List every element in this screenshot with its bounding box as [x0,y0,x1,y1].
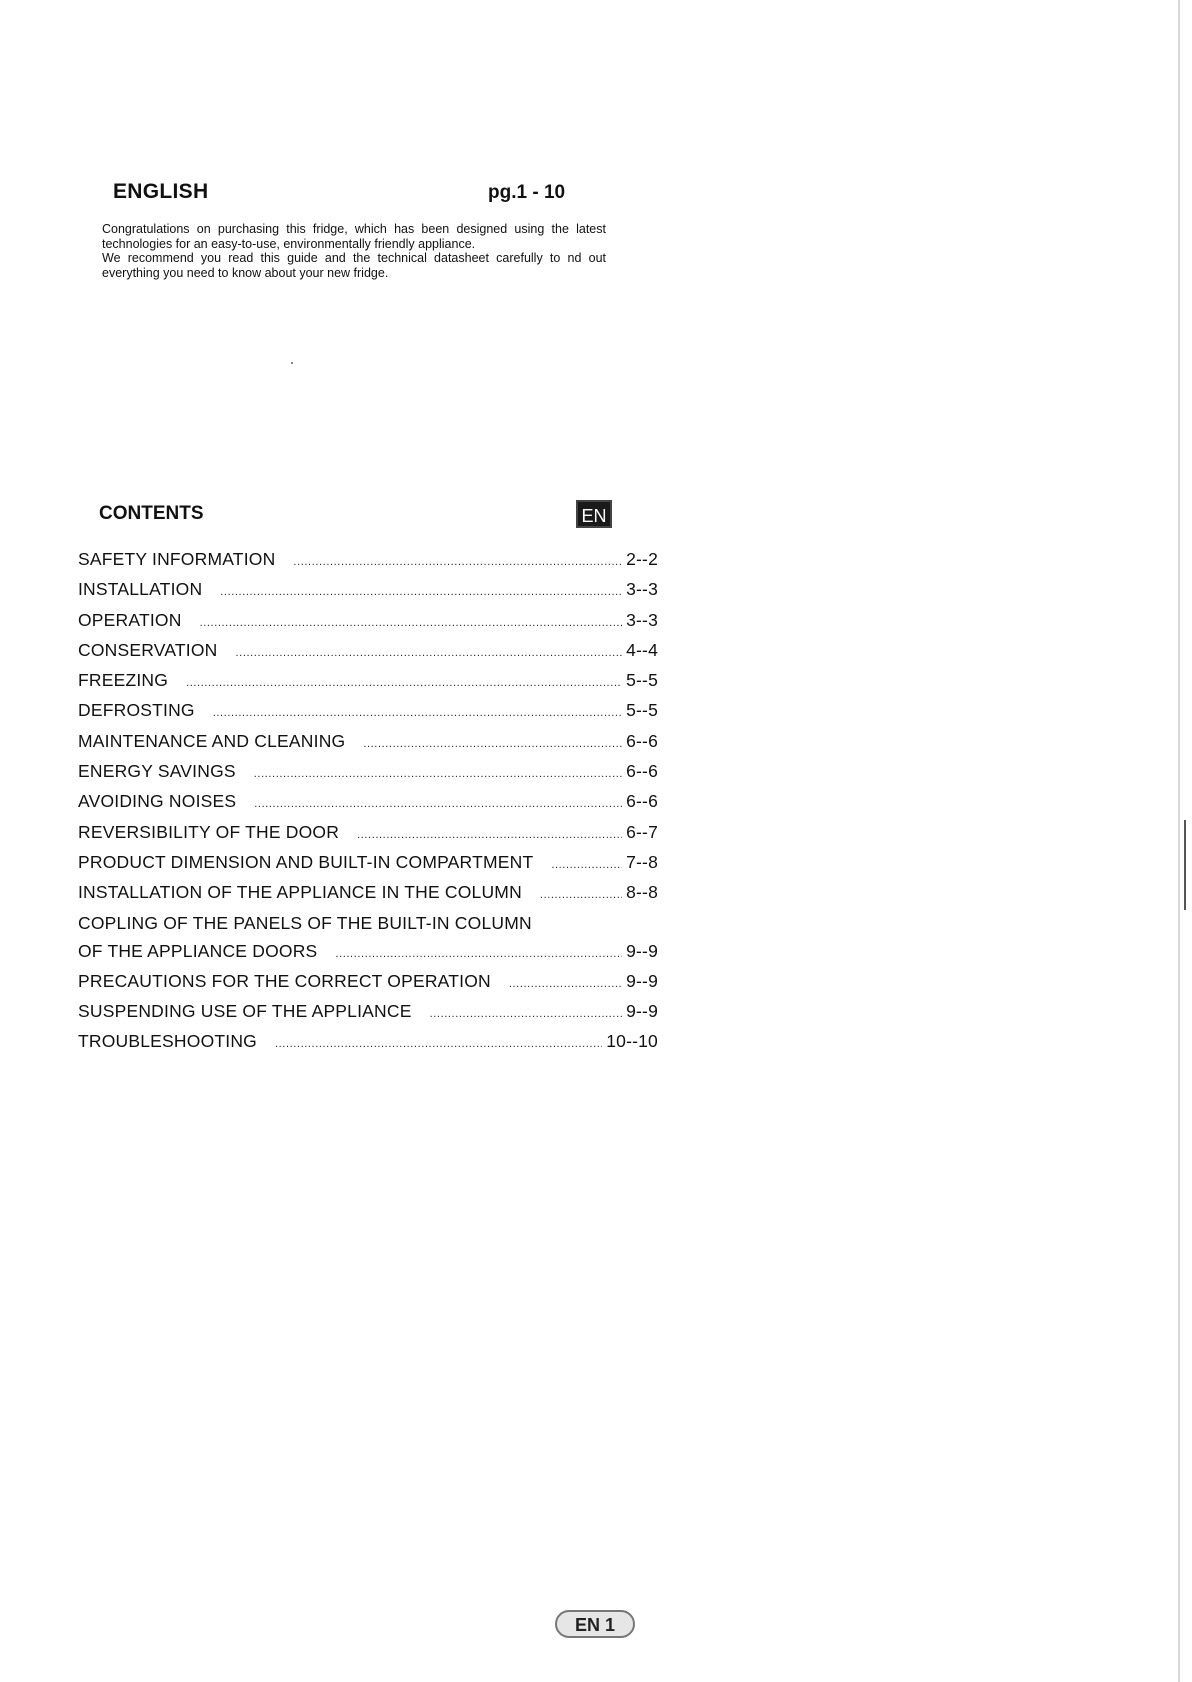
toc-dot-leader [293,556,622,568]
toc-dot-leader [254,798,622,810]
toc-dot-leader [363,738,622,750]
toc-entry-title: MAINTENANCE AND CLEANING [78,730,346,751]
page-edge-line [1178,0,1180,1682]
toc-entry[interactable] [78,913,658,941]
toc-entry-pages: 8--8 [626,882,658,903]
toc-entry-pages: 10--10 [606,1031,658,1052]
toc-entry-pages: 6--6 [626,730,658,751]
toc-entry-title: INSTALLATION OF THE APPLIANCE IN THE COLUMN [78,882,522,903]
toc-entry-title: AVOIDING NOISES [78,791,237,812]
toc-dot-leader [430,1008,622,1020]
toc-dot-leader [236,647,623,659]
contents-heading: CONTENTS [99,503,204,524]
toc-dot-leader [509,978,622,990]
toc-entry[interactable] [78,1001,658,1031]
toc-entry-title: FREEZING [78,670,169,691]
toc-entry[interactable] [78,670,658,700]
toc-entry-pages: 3--3 [626,579,658,600]
toc-entry-title: INSTALLATION [78,579,203,600]
language-badge: EN [576,500,612,528]
toc-entry-title: TROUBLESHOOTING [78,1031,257,1052]
toc-entry-title: OF THE APPLIANCE DOORS [78,940,318,961]
toc-entry-title: PRODUCT DIMENSION AND BUILT-IN COMPARTMENT [78,851,534,872]
toc-entry-pages: 7--8 [626,851,658,872]
toc-entry[interactable] [78,852,658,882]
toc-entry-pages: 3--3 [626,609,658,630]
toc-entry-title: PRECAUTIONS FOR THE CORRECT OPERATION [78,970,491,991]
toc-entry-title: DEFROSTING [78,700,195,721]
page-range: pg.1 - 10 [488,182,566,203]
toc-entry[interactable] [78,941,658,971]
table-of-contents [78,549,658,1062]
page-edge-mark [1184,820,1186,910]
intro-text [102,222,606,280]
toc-entry[interactable] [78,761,658,791]
toc-dot-leader [200,617,623,629]
toc-entry-pages: 5--5 [626,670,658,691]
toc-dot-leader [551,859,622,871]
page-number-badge: EN 1 [555,1610,635,1638]
toc-entry-pages: 6--7 [626,821,658,842]
toc-entry-title: SAFETY INFORMATION [78,549,276,569]
toc-entry[interactable] [78,610,658,640]
toc-entry-pages: 9--9 [626,970,658,991]
language-heading: ENGLISH [113,180,209,203]
toc-entry[interactable] [78,731,658,761]
toc-entry-title: OPERATION [78,609,182,630]
toc-entry[interactable] [78,640,658,670]
toc-dot-leader [357,829,622,841]
toc-dot-leader [254,768,622,780]
intro-paragraph-1: Congratulations on purchasing this fridge, which has been designed using the latest technologies for an easy-to-use, environmentally friendly appliance. [102,222,606,251]
toc-dot-leader [186,677,622,689]
toc-dot-leader [213,707,622,719]
toc-entry-pages: 5--5 [626,700,658,721]
toc-dot-leader [220,586,622,598]
toc-entry-pages: 6--6 [626,761,658,782]
intro-paragraph-2: We recommend you read this guide and the technical datasheet carefully to nd out everything you need to know about your new fridge. [102,251,606,280]
toc-entry-title: COPLING OF THE PANELS OF THE BUILT-IN COLUMN [78,912,532,933]
toc-entry[interactable] [78,791,658,821]
toc-entry-title: REVERSIBILITY OF THE DOOR [78,821,340,842]
toc-entry[interactable] [78,549,658,579]
toc-entry-title: ENERGY SAVINGS [78,761,236,782]
toc-entry[interactable] [78,822,658,852]
toc-entry-pages: 9--9 [626,940,658,961]
toc-dot-leader [335,948,622,960]
toc-entry-pages: 2--2 [626,549,658,569]
toc-entry[interactable] [78,1031,658,1061]
toc-entry[interactable] [78,971,658,1001]
toc-entry-pages: 4--4 [626,639,658,660]
toc-dot-leader [275,1038,602,1050]
toc-entry[interactable] [78,882,658,912]
toc-entry[interactable] [78,579,658,609]
toc-entry-pages: 6--6 [626,791,658,812]
scan-speck [291,362,293,364]
toc-entry-pages: 9--9 [626,1001,658,1022]
toc-entry-title: SUSPENDING USE OF THE APPLIANCE [78,1001,412,1022]
toc-entry[interactable] [78,700,658,730]
toc-entry-title: CONSERVATION [78,639,218,660]
toc-dot-leader [540,889,622,901]
